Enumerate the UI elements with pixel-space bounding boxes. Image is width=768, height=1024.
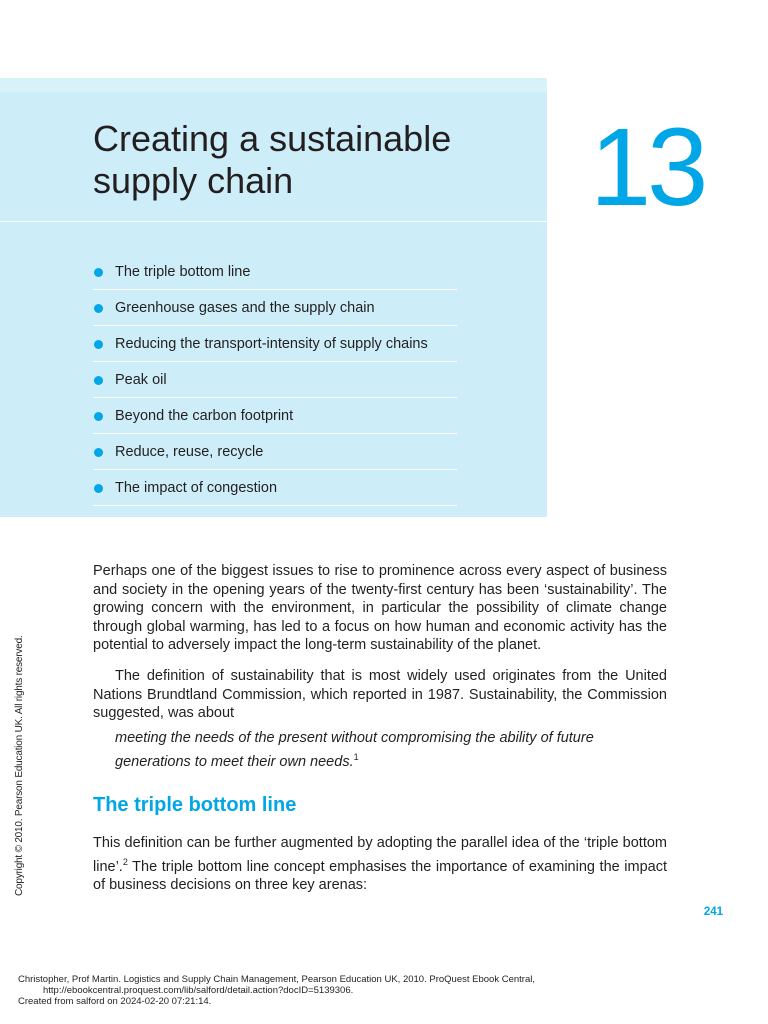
header-band bbox=[0, 78, 547, 92]
section-heading: The triple bottom line bbox=[93, 794, 297, 816]
chapter-title-line-2: supply chain bbox=[93, 160, 294, 201]
bullet-icon bbox=[94, 448, 103, 457]
bullet-icon bbox=[94, 484, 103, 493]
block-quote bbox=[115, 729, 655, 771]
contents-item-label: Reduce, reuse, recycle bbox=[115, 444, 264, 460]
quote-text: meeting the needs of the present without compromising the ability of future generations to meet their own needs. bbox=[115, 730, 594, 770]
body-paragraph-3 bbox=[93, 834, 667, 894]
contents-item bbox=[93, 435, 457, 470]
contents-item bbox=[93, 363, 457, 398]
contents-item-label: Beyond the carbon footprint bbox=[115, 408, 294, 424]
contents-item bbox=[93, 255, 457, 290]
chapter-title-line-1: Creating a sustainable bbox=[93, 118, 452, 159]
contents-item-label: Greenhouse gases and the supply chain bbox=[115, 300, 375, 316]
bullet-icon bbox=[94, 304, 103, 313]
body-paragraph-2: The definition of sustainability that is most widely used originates from the United Nations Brundtland Commission, which reported in 1987. Sustainability, the Commission suggested, was about bbox=[93, 668, 667, 721]
bullet-icon bbox=[94, 412, 103, 421]
citation-link[interactable]: http://ebookcentral.proquest.com/lib/salford/detail.action?docID=5139306. bbox=[43, 985, 354, 996]
copyright-text: Copyright © 2010. Pearson Education UK. All rights reserved. bbox=[14, 635, 25, 896]
contents-item-label: The impact of congestion bbox=[115, 480, 278, 496]
paragraph-text: The triple bottom line concept emphasises the importance of examining the impact of business decisions on three key arenas: bbox=[93, 858, 667, 893]
citation-line: Created from salford on 2024-02-20 07:21:14. bbox=[18, 996, 212, 1007]
citation-footer bbox=[18, 974, 738, 1007]
body-paragraph-1: Perhaps one of the biggest issues to rise to prominence across every aspect of business and society in the opening years of the twenty-first century has been ‘sustainability’. The growing concern with the environment, in particular the possibility of climate change through global warming, has led to a focus on how human and economic activity has the potential to adversely impact the long-term sustainability of the planet. bbox=[93, 563, 667, 653]
contents-item bbox=[93, 327, 457, 362]
contents-item-label: Reducing the transport-intensity of supply chains bbox=[115, 336, 428, 352]
contents-item bbox=[93, 291, 457, 326]
bullet-icon bbox=[94, 376, 103, 385]
bullet-icon bbox=[94, 268, 103, 277]
page-number: 241 bbox=[703, 906, 723, 918]
footnote-marker: 2 bbox=[122, 856, 128, 867]
citation-line: Christopher, Prof Martin. Logistics and Supply Chain Management, Pearson Education UK, 2010. ProQuest Ebook Central, bbox=[18, 974, 535, 985]
chapter-contents-list bbox=[93, 255, 457, 507]
chapter-title bbox=[93, 118, 533, 202]
contents-item bbox=[93, 399, 457, 434]
chapter-number: 13 bbox=[590, 106, 705, 229]
contents-item bbox=[93, 471, 457, 506]
contents-item-label: Peak oil bbox=[115, 372, 167, 388]
footnote-marker: 1 bbox=[353, 751, 359, 762]
paragraph-text: This definition can be further augmented by adopting the parallel idea of the ‘triple bottom line’. bbox=[93, 835, 667, 875]
bullet-icon bbox=[94, 340, 103, 349]
contents-item-label: The triple bottom line bbox=[115, 264, 251, 280]
